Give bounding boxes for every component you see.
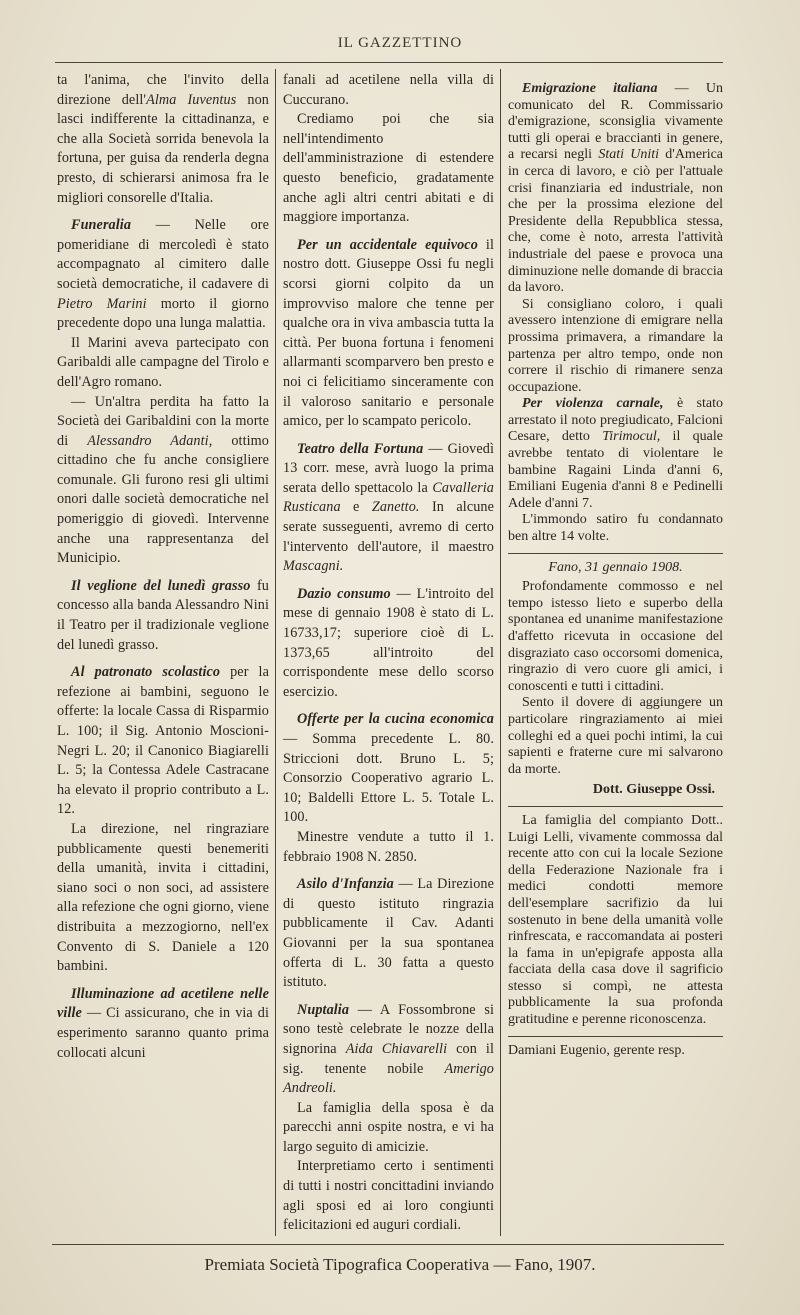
paragraph-text: L'immondo satiro fu condannato ben altre 14 volte. [508, 512, 723, 545]
paragraph-text: — Un'altra perdita ha fatto la Società dei Garibaldini con la morte di [57, 393, 269, 449]
article-heading: Asilo d'Infanzia [297, 876, 394, 893]
paragraph [57, 393, 269, 569]
managing-editor-line: Damiani Eugenio, gerente resp. [508, 1042, 685, 1058]
article-paragraph [57, 216, 269, 334]
printer-imprint: Premiata Società Tipografica Cooperativa — Fano, 1907. [204, 1254, 596, 1274]
article-paragraph [508, 396, 723, 512]
article-paragraph [283, 875, 494, 993]
article-paragraph [283, 1001, 494, 1099]
paragraph-text: il nostro dott. Giuseppe Ossi fu negli scorsi giorni colpito da un improvviso malore che tenne per qualche ora in viva ambascia tutta la città. Per buona fortuna i fenomeni allarmanti scomparvero ben presto e noi ci felicitiamo sinceramente con il valoroso sanitario e personale amico, per lo scampato pericolo. [283, 236, 495, 430]
article-heading: Nuptalia [297, 1001, 350, 1018]
paragraph-text: Interpretiamo certo i sentimenti di tutti i nostri concittadini inviando agli sposi ed ai loro congiunti felicitazioni ed auguri cordiali. [283, 1158, 494, 1234]
article-heading: Emigrazione italiana [522, 81, 658, 96]
paragraph-text: — L'introito del mese di gennaio 1908 è stato di L. 16733,17; superiore cioè di L. 1373,65 all'introito del corrispondente mese dello scorso esercizio. [283, 585, 494, 700]
paragraph [283, 71, 494, 110]
paragraph [283, 1099, 494, 1158]
article-paragraph [57, 577, 269, 655]
article-paragraph [508, 81, 723, 297]
column-1 [55, 69, 275, 1236]
signature: Dott. Giuseppe Ossi. [592, 782, 715, 798]
italic-name: Aida Chiavarelli [345, 1040, 448, 1057]
paragraph-text: Profondamente commosso e nel tempo istesso lieto e superbo della spontanea ed unanime manifestazione d'affetto ricevuta in occasione del disgraziato caso occorsomi domenica, ringrazio di vero cuore gli amici, i conoscenti e tutti i cittadini. [508, 579, 723, 694]
paragraph-text: ta l'anima, che l'invito della direzione dell' [57, 72, 269, 108]
paragraph-text: per la refezione ai bambini, seguono le offerte: la locale Cassa di Risparmio L. 100; il Sig. Antonio Moscioni-Negri L. 20; il Canonico Biagiarelli L. 5; la Contessa Adele Castracane ha elevato il proprio contributo a L. 12. [57, 664, 269, 818]
article-paragraph [57, 985, 269, 1063]
column-3 [500, 69, 725, 1236]
italic-name: Alma Iuventus [146, 91, 237, 108]
article-paragraph [283, 440, 494, 577]
paragraph-text: non lasci indifferente la cittadinanza, e che alla Società sorrida benevola la fortuna, per guisa da renderla degna presto, di schierarsi animosa fra le migliori consorelle d'Italia. [57, 91, 269, 206]
masthead-title: IL GAZZETTINO [337, 35, 463, 51]
paragraph-text: — Un comunicato del R. Commissario d'emigrazione, sconsiglia vivamente tutti gli operai e braccianti in genere, a recarsi negli [508, 81, 723, 163]
italic-name: Zanetto. [371, 499, 420, 516]
paragraph [508, 512, 723, 545]
paragraph [283, 828, 494, 867]
paragraph-text: è stato arrestato il noto pregiudicato, Falcioni Cesare, detto [508, 396, 723, 445]
paragraph [57, 820, 269, 977]
italic-name: Stati Uniti [598, 147, 660, 163]
italic-name: Alessandro Adanti, [87, 432, 213, 449]
paragraph-text: con il sig. tenente nobile [283, 1040, 494, 1077]
article-heading: Illuminazione ad acetilene nelle ville [57, 985, 269, 1022]
article-heading: Per un accidentale equivoco [297, 236, 478, 253]
italic-name: Tirimocul, [602, 429, 661, 445]
paragraph-text: La famiglia della sposa è da parecchi anni ospite nostra, e vi ha largo seguito di amicizie. [283, 1099, 494, 1155]
article-heading: Offerte per la cucina economica [297, 711, 494, 728]
paragraph-text: Il Marini aveva partecipato con Garibaldi alle campagne del Tirolo e dell'Agro romano. [57, 334, 269, 390]
italic-name: Cavalleria Rusticana [283, 479, 494, 516]
section-rule [508, 553, 723, 554]
section-rule [508, 806, 723, 807]
article-paragraph [57, 663, 269, 820]
paragraph [57, 334, 269, 393]
article-heading: Per violenza carnale, [522, 396, 664, 412]
paragraph-text: Si consigliano coloro, i quali avessero intenzione di emigrare nella prossima primavera, a rimandare la partenza per altro tempo, onde non correre il rischio di rimanere senza occupazione. [508, 296, 723, 395]
paragraph-text: — Ci assicurano, che in via di esperimento saranno quanto prima collocati alcuni [57, 1005, 269, 1061]
article-heading: Teatro della Fortuna [297, 440, 424, 457]
paragraph-text: — Nelle ore pomeridiane di mercoledì è stato accompagnato al cimitero dalle società democratiche, il cadavere di [57, 217, 269, 292]
paragraph [283, 110, 494, 228]
paragraph-text: — Giovedì 13 corr. mese, avrà luogo la prima serata dello spettacolo la [283, 440, 494, 496]
column-2 [275, 69, 500, 1236]
paragraph [508, 813, 723, 1029]
paragraph-text: — La Direzione di questo istituto ringrazia pubblicamente il Cav. Adanti Giovanni per la sua spontanea offerta di L. 30 fatta a questo istituto. [283, 876, 494, 991]
paragraph-text: Sento il dovere di aggiungere un particolare ringraziamento ai miei colleghi ed a quei pochi intimi, la cui sapienti e fraterne cure mi salvarono da morte. [508, 695, 723, 777]
paragraph-text: — Somma precedente L. 80. Striccioni dott. Bruno L. 5; Consorzio Cooperativo agrario L. 10; Baldelli Ettore L. 5. Totale L. 100. [283, 731, 494, 826]
dateline: Fano, 31 gennaio 1908. [548, 559, 683, 575]
paragraph-text: — A Fossombrone si sono testè celebrate le nozze della signorina [283, 1001, 494, 1057]
paragraph [57, 71, 269, 208]
article-paragraph [283, 710, 494, 828]
paragraph-text: Minestre vendute a tutto il 1. febbraio 1908 N. 2850. [283, 828, 494, 865]
paragraph [283, 1157, 494, 1235]
italic-name: Mascagni. [283, 558, 344, 575]
article-heading: Al patronato scolastico [71, 664, 221, 681]
paragraph-text: In alcune serate susseguenti, avremo di certo l'intervento dell'autore, il maestro [283, 499, 494, 555]
paragraph-text: fanali ad acetilene nella villa di Cuccurano. [283, 72, 494, 108]
italic-name: Amerigo Andreoli. [283, 1060, 494, 1097]
article-heading: Dazio consumo [297, 585, 391, 602]
paragraph-text: e [340, 499, 372, 516]
paragraph-text: fu concesso alla banda Alessandro Nini il Teatro per il tradizionale veglione del lunedì grasso. [57, 577, 269, 653]
paragraph-text: ottimo cittadino che fu anche consigliere comunale. Gli furono resi gli ultimi onori dalle società democratiche nel pomeriggio di giovedì. Intervenne anche una rappresentanza del Municipio. [57, 432, 269, 567]
paragraph-text: La direzione, nel ringraziare pubblicamente questi benemeriti della umanità, invita i cittadini, siano soci o non soci, ad assistere alla refezione che ogni giorno, viene distribuita a mezzogiorno, nell'ex Convento di S. Daniele a 120 bambini. [57, 820, 269, 975]
paragraph-text: il quale avrebbe tentato di violentare le bambine Ragaini Linda d'anni 6, Emiliani Eugenia d'anni 8 e Pedinelli Adele d'anni 7. [508, 429, 723, 511]
article-heading: Il veglione del lunedì grasso [71, 577, 251, 594]
footer-rule [52, 1244, 724, 1245]
paragraph [508, 579, 723, 695]
paragraph [508, 297, 723, 397]
columns-area [55, 63, 725, 1236]
section-rule [508, 1036, 723, 1037]
article-paragraph [283, 585, 494, 703]
paragraph-text: La famiglia del compianto Dott.. Luigi Lelli, vivamente commossa dal recente atto con cui la locale Sezione della Federazione Nazionale fra i medici condotti memore dell'esemplare sacrifizio da lui sostenuto in bene della umanità volle rinfrescata, e raccomandata ai posteri la fama in un'epigrafe apposta alla facciata della casa dove il sagrificio stesso si compì, ne attesta pubblicamente la sua profonda gratitudine e perenne riconoscenza. [508, 812, 723, 1028]
paragraph-text: d'America in cerca di lavoro, e ciò per l'attuale crisi finanziaria ed industriale, non che per la prossima elezione del Presidente della Repubblica stessa, che, come è noto, arresta l'attività industriale del paese e provoca una diminuzione nelle domande di braccia da lavoro. [508, 147, 724, 296]
paragraph [508, 695, 723, 778]
article-heading: Funeralia [71, 217, 132, 234]
paragraph-text: morto il giorno precedente dopo una lunga malattia. [57, 295, 269, 332]
italic-name: Pietro Marini [57, 295, 147, 312]
article-paragraph [283, 236, 494, 432]
paragraph-text: Crediamo poi che sia nell'intendimento dell'amministrazione di estendere questo beneficio, gradatamente anche agli altri centri abitati e di maggiore importanza. [283, 111, 494, 226]
